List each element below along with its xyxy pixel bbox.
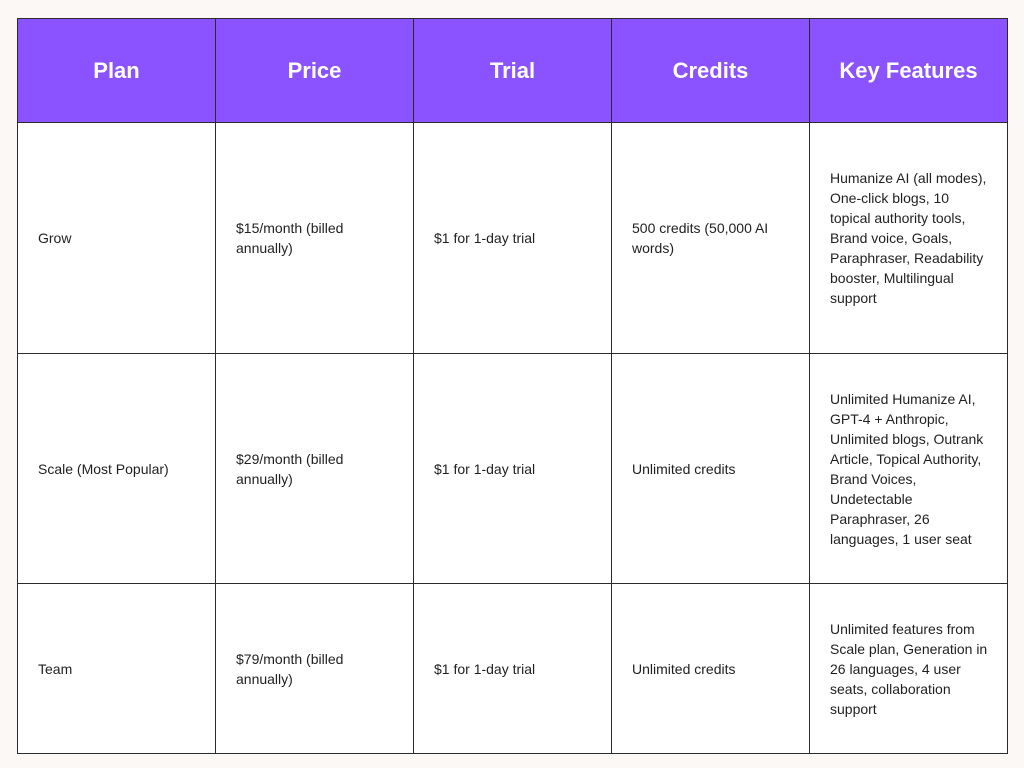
cell-credits: Unlimited credits <box>612 354 810 584</box>
cell-trial: $1 for 1-day trial <box>414 123 612 354</box>
cell-credits: Unlimited credits <box>612 584 810 754</box>
cell-plan: Scale (Most Popular) <box>18 354 216 584</box>
cell-price: $29/month (billed annually) <box>216 354 414 584</box>
pricing-table <box>17 18 1008 754</box>
cell-price: $15/month (billed annually) <box>216 123 414 354</box>
cell-trial: $1 for 1-day trial <box>414 354 612 584</box>
cell-plan: Grow <box>18 123 216 354</box>
cell-plan: Team <box>18 584 216 754</box>
cell-features: Unlimited Humanize AI, GPT-4 + Anthropic, Unlimited blogs, Outrank Article, Topical Authority, Brand Voices, Undetectable Paraphraser, 26 languages, 1 user seat <box>810 354 1008 584</box>
cell-credits: 500 credits (50,000 AI words) <box>612 123 810 354</box>
table-header <box>18 19 1008 123</box>
cell-trial: $1 for 1-day trial <box>414 584 612 754</box>
cell-price: $79/month (billed annually) <box>216 584 414 754</box>
header-key-features: Key Features <box>810 19 1008 123</box>
header-credits: Credits <box>612 19 810 123</box>
table-row-grow <box>18 123 1008 354</box>
header-trial: Trial <box>414 19 612 123</box>
table-row-team <box>18 584 1008 754</box>
table-body <box>18 123 1008 754</box>
cell-features: Humanize AI (all modes), One-click blogs, 10 topical authority tools, Brand voice, Goals, Paraphraser, Readability booster, Multilingual support <box>810 123 1008 354</box>
pricing-table-container <box>17 18 1007 753</box>
table-row-scale <box>18 354 1008 584</box>
header-plan: Plan <box>18 19 216 123</box>
header-price: Price <box>216 19 414 123</box>
header-row <box>18 19 1008 123</box>
cell-features: Unlimited features from Scale plan, Generation in 26 languages, 4 user seats, collaboration support <box>810 584 1008 754</box>
